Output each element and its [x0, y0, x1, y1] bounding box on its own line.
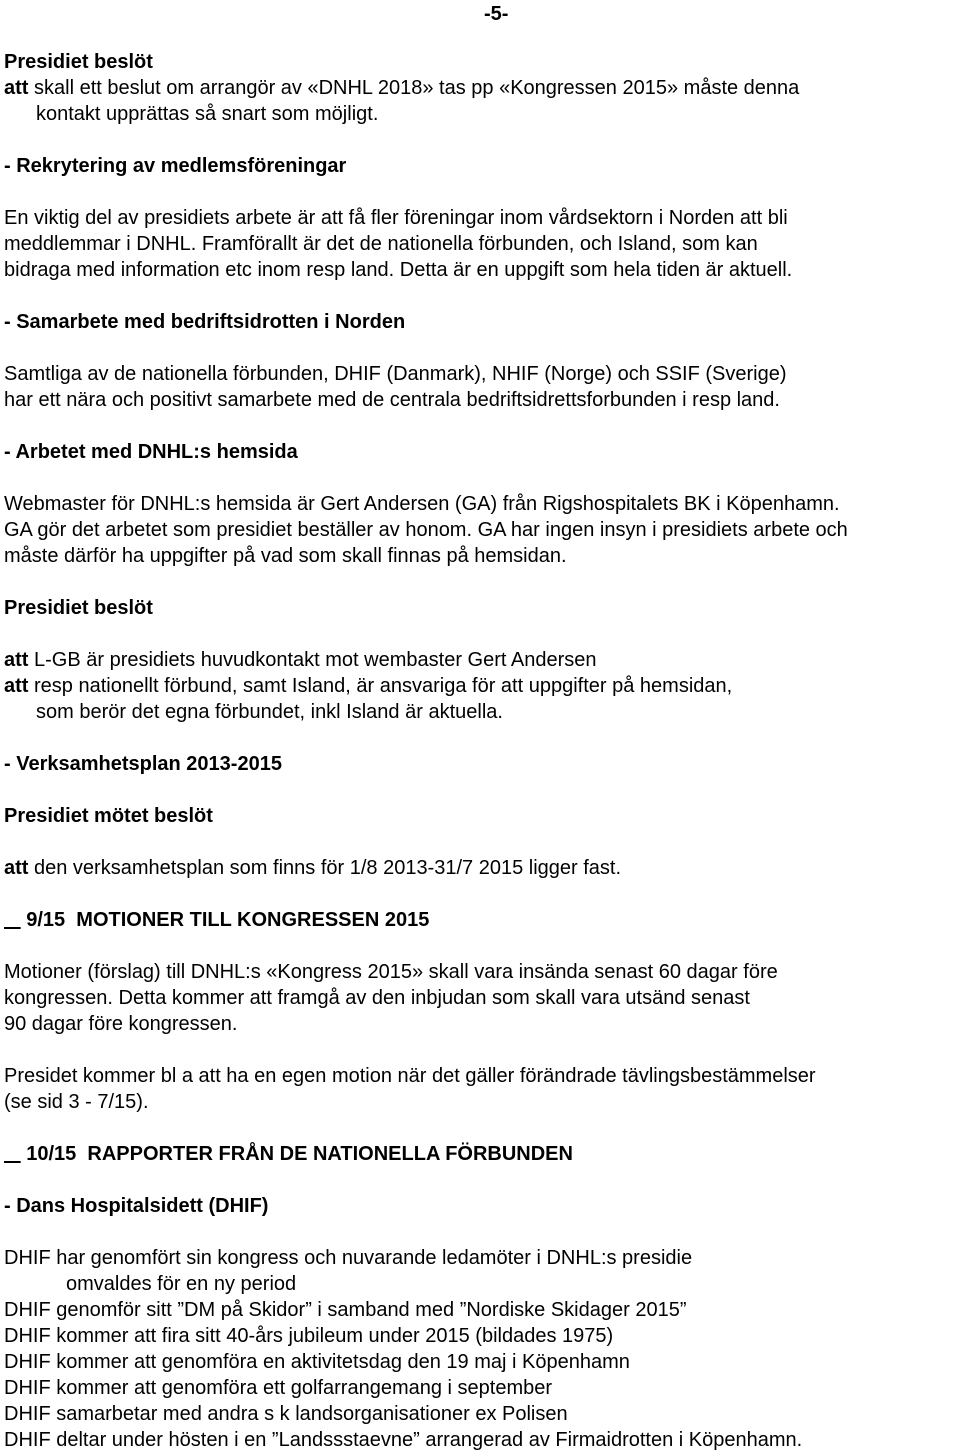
decision-att-line [4, 647, 597, 673]
section-heading-rekrytering: - Rekrytering av medlemsföreningar [4, 155, 347, 177]
decision-text: L-GB är presidiets huvudkontakt mot wembaster Gert Andersen [28, 649, 597, 671]
paragraph-line: 90 dagar före kongressen. [4, 1013, 238, 1035]
decision-att-line [4, 75, 799, 101]
list-item: DHIF kommer att genomföra ett golfarrangemang i september [4, 1377, 553, 1399]
att-keyword: att [4, 857, 29, 879]
decision-text: skall ett beslut om arrangör av «DNHL 2018» tas pp «Kongressen 2015» måste denna [28, 77, 800, 99]
page-number: -5- [484, 3, 509, 25]
decision-att-line [4, 855, 621, 881]
decision-heading: Presidiet beslöt [4, 597, 153, 619]
decision-heading: Presidiet mötet beslöt [4, 805, 213, 827]
paragraph-line: har ett nära och positivt samarbete med de centrala bedriftsidrettsforbunden i resp land. [4, 389, 780, 411]
section-heading-verksamhetsplan: - Verksamhetsplan 2013-2015 [4, 753, 282, 775]
subsection-heading-dhif: - Dans Hospitalsidett (DHIF) [4, 1195, 269, 1217]
list-item: DHIF kommer att fira sitt 40-års jubileum under 2015 (bildades 1975) [4, 1325, 614, 1347]
section-heading-hemsida: - Arbetet med DNHL:s hemsida [4, 441, 298, 463]
list-item-cont: omvaldes för en ny period [66, 1273, 297, 1295]
agenda-number: 9/15 [26, 909, 66, 931]
decision-text-cont: kontakt upprättas så snart som möjligt. [36, 103, 379, 125]
att-keyword: att [4, 649, 29, 671]
list-item: DHIF har genomfört sin kongress och nuvarande ledamöter i DNHL:s presidie [4, 1247, 693, 1269]
list-item: DHIF kommer att genomföra en aktivitetsdag den 19 maj i Köpenhamn [4, 1351, 630, 1373]
agenda-title: RAPPORTER FRÅN DE NATIONELLA FÖRBUNDEN [87, 1143, 573, 1165]
list-item: DHIF deltar under hösten i en ”Landssstaevne” arrangerad av Firmaidrotten i Köpenhamn. [4, 1429, 803, 1451]
paragraph-line: meddlemmar i DNHL. Framförallt är det de nationella förbunden, och Island, som kan [4, 233, 758, 255]
agenda-heading-9-15 [4, 907, 429, 933]
paragraph-line: GA gör det arbetet som presidiet beställer av honom. GA har ingen insyn i presidiets arbete och [4, 519, 848, 541]
decision-att-line [4, 673, 732, 699]
paragraph-line: En viktig del av presidiets arbete är att få fler föreningar inom vårdsektorn i Norden att bli [4, 207, 788, 229]
agenda-title: MOTIONER TILL KONGRESSEN 2015 [76, 909, 430, 931]
paragraph-line: (se sid 3 - 7/15). [4, 1091, 149, 1113]
att-keyword: att [4, 77, 29, 99]
section-heading-samarbete: - Samarbete med bedriftsidrotten i Norden [4, 311, 406, 333]
agenda-heading-10-15 [4, 1141, 573, 1167]
decision-text-cont: som berör det egna förbundet, inkl Island är aktuella. [36, 701, 503, 723]
paragraph-line: Webmaster för DNHL:s hemsida är Gert Andersen (GA) från Rigshospitalets BK i Köpenhamn. [4, 493, 840, 515]
list-item: DHIF samarbetar med andra s k landsorganisationer ex Polisen [4, 1403, 568, 1425]
att-keyword: att [4, 675, 29, 697]
paragraph-line: måste därför ha uppgifter på vad som skall finnas på hemsidan. [4, 545, 567, 567]
decision-text: resp nationellt förbund, samt Island, är ansvariga för att uppgifter på hemsidan, [28, 675, 733, 697]
decision-heading: Presidiet beslöt [4, 51, 153, 73]
agenda-number: 10/15 [26, 1143, 77, 1165]
paragraph-line: bidraga med information etc inom resp land. Detta är en uppgift som hela tiden är aktuell. [4, 259, 793, 281]
decision-text: den verksamhetsplan som finns för 1/8 2013-31/7 2015 ligger fast. [28, 857, 622, 879]
paragraph-line: Motioner (förslag) till DNHL:s «Kongress 2015» skall vara insända senast 60 dagar före [4, 961, 778, 983]
list-item: DHIF genomför sitt ”DM på Skidor” i samband med ”Nordiske Skidager 2015” [4, 1299, 687, 1321]
paragraph-line: Samtliga av de nationella förbunden, DHIF (Danmark), NHIF (Norge) och SSIF (Sverige) [4, 363, 787, 385]
paragraph-line: Presidet kommer bl a att ha en egen motion när det gäller förändrade tävlingsbestämmelser [4, 1065, 816, 1087]
paragraph-line: kongressen. Detta kommer att framgå av den inbjudan som skall vara utsänd senast [4, 987, 750, 1009]
